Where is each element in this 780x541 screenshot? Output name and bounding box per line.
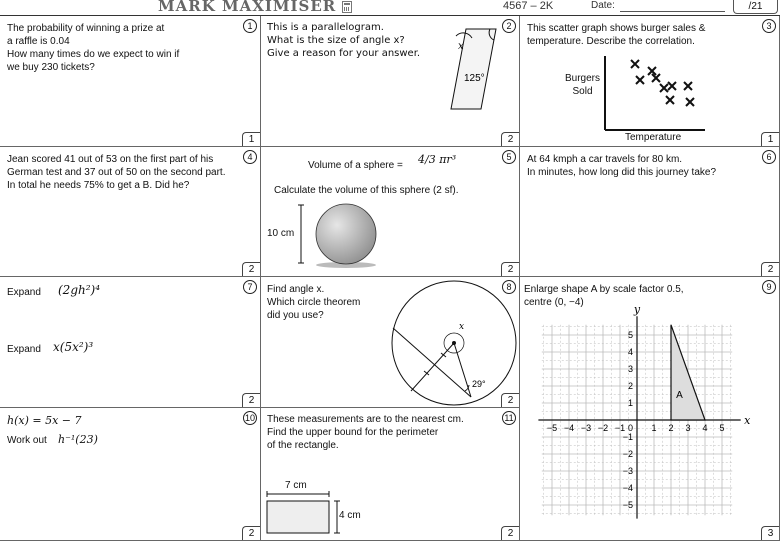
question-text: Find angle x. Which circle theorem did you use? [267, 284, 361, 321]
expand-label-1: Expand [7, 287, 41, 298]
date-line [620, 11, 725, 12]
x-tick-label: −1 [614, 423, 626, 433]
question-number: 5 [502, 150, 516, 164]
question-number: 9 [762, 280, 776, 294]
scatter-point [660, 84, 668, 92]
x-tick-label: 3 [685, 423, 691, 433]
marks-box: 2 [761, 262, 779, 276]
x-tick-label: −5 [546, 423, 558, 433]
expression-2: x(5x²)³ [53, 340, 94, 354]
x-tick-label: 4 [702, 423, 708, 433]
y-tick-label: 3 [627, 364, 633, 374]
scatter-graph [600, 54, 710, 136]
work-out-label: Work out [7, 435, 47, 446]
question-text: Calculate the volume of this sphere (2 sf). [274, 185, 459, 196]
marks-box: 2 [501, 526, 519, 540]
x-axis-label: x [744, 414, 751, 427]
question-number: 1 [243, 19, 257, 33]
origin-label: 0 [627, 423, 633, 433]
coordinate-grid [540, 302, 765, 532]
question-1-cell [0, 16, 261, 147]
calculator-icon [342, 1, 352, 13]
question-5-cell [261, 147, 520, 277]
y-axis-label: y [633, 302, 641, 316]
brand-title: MARK MAXIMISER [158, 0, 337, 15]
question-6-cell [520, 147, 780, 277]
y-tick-label: −1 [622, 432, 633, 442]
question-3-cell [520, 16, 780, 147]
x-tick-label: −3 [580, 423, 592, 433]
y-tick-label: −5 [622, 500, 633, 510]
x-tick-label: −4 [563, 423, 575, 433]
x-tick-label: 5 [719, 423, 725, 433]
y-axis-label: Burgers Sold [565, 73, 601, 97]
worksheet-code: 4567 – 2K [503, 0, 554, 12]
question-number: 6 [762, 150, 776, 164]
y-tick-label: 2 [627, 381, 633, 391]
scatter-point [686, 98, 694, 106]
height-label: 4 cm [339, 510, 361, 521]
question-8-cell [261, 277, 520, 408]
scatter-point [652, 74, 660, 82]
scatter-point [631, 60, 639, 68]
formula-math: 4/3 πr³ [418, 153, 457, 166]
question-text: These measurements are to the nearest cm. Find the upper bound for the perimeter of the rectangle. [267, 414, 464, 451]
question-text: Jean scored 41 out of 53 on the first part of his German test and 37 out of 50 on the second part. In total he needs 75% to get a B. Did he? [7, 154, 226, 191]
scatter-point [668, 82, 676, 90]
x-tick-label: 2 [668, 423, 674, 433]
question-grid [0, 15, 780, 541]
question-text: Enlarge shape A by scale factor 0.5, centre (0, −4) [524, 284, 684, 308]
y-tick-label: −4 [622, 483, 633, 493]
y-tick-label: 5 [627, 330, 633, 340]
x-tick-label: −2 [597, 423, 609, 433]
y-tick-label: 4 [627, 347, 633, 357]
question-number: 4 [243, 150, 257, 164]
y-tick-label: 1 [627, 398, 633, 408]
marks-box: 2 [501, 132, 519, 146]
marks-box: 1 [761, 132, 779, 146]
scatter-point [684, 82, 692, 90]
marks-box: 2 [242, 262, 260, 276]
question-number: 3 [762, 19, 776, 33]
question-9-cell [520, 277, 780, 541]
date-label: Date: [591, 0, 615, 11]
scatter-point [666, 96, 674, 104]
worksheet-header [0, 0, 780, 14]
x-tick-label: 1 [651, 423, 657, 433]
width-label: 7 cm [285, 480, 307, 491]
marks-box: 2 [242, 393, 260, 407]
marks-box: 2 [501, 393, 519, 407]
parallelogram-diagram [446, 24, 506, 109]
angle-given-label: 125° [464, 73, 485, 84]
question-number: 10 [244, 413, 255, 423]
question-number: 11 [502, 411, 516, 425]
marks-box: 2 [242, 526, 260, 540]
y-tick-label: −2 [622, 449, 633, 459]
marks-box: 1 [242, 132, 260, 146]
rectangle-diagram [265, 492, 345, 536]
total-score: /21 [733, 0, 778, 14]
angle-given-label: 29° [472, 379, 486, 389]
scatter-point [648, 67, 656, 75]
question-2-cell [261, 16, 520, 147]
question-text: At 64 kmph a car travels for 80 km. In minutes, how long did this journey take? [527, 154, 716, 178]
sphere-diagram [301, 203, 381, 273]
question-text: This scatter graph shows burger sales & temperature. Describe the correlation. [527, 23, 706, 47]
question-11-cell [261, 408, 520, 541]
function-definition: h(x) = 5x − 7 [7, 414, 82, 427]
question-4-cell [0, 147, 261, 277]
question-10-cell [0, 408, 261, 541]
marks-box: 3 [761, 526, 779, 540]
question-number: 2 [502, 19, 516, 33]
question-7-cell [0, 277, 261, 408]
formula-label: Volume of a sphere = [308, 160, 403, 171]
circle-theorem-diagram [389, 283, 509, 403]
angle-x-label: x [458, 41, 464, 52]
marks-box: 2 [501, 262, 519, 276]
work-out-expression: h⁻¹(23) [58, 433, 98, 446]
shape-a-label: A [676, 389, 683, 401]
expression-1: (2gh²)⁴ [58, 283, 101, 297]
question-number: 7 [243, 280, 257, 294]
y-tick-label: −3 [622, 466, 633, 476]
question-number: 8 [502, 280, 516, 294]
expand-label-2: Expand [7, 344, 41, 355]
diameter-label: 10 cm [267, 228, 295, 239]
x-axis-label: Temperature [625, 132, 682, 143]
question-text: The probability of winning a prize at a raffle is 0.04 How many times do we expect to win if we buy 230 tickets? [7, 23, 180, 73]
scatter-point [636, 76, 644, 84]
angle-x-label: x [459, 322, 465, 332]
question-text: This is a parallelogram. What is the size of angle x? Give a reason for your answer. [267, 22, 421, 59]
